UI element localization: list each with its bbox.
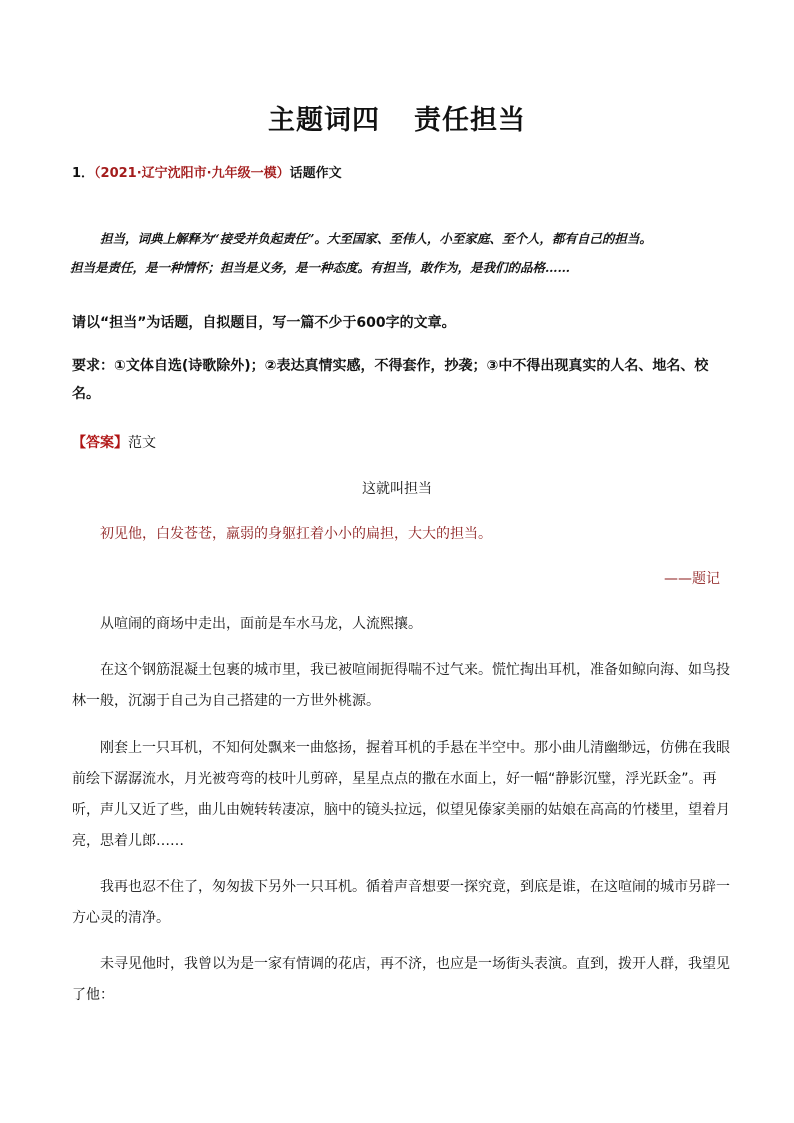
answer-header (72, 432, 156, 452)
essay-prompt (70, 224, 730, 282)
essay-paragraph-2: 在这个钢筋混凝土包裹的城市里，我已被喧闹扼得喘不过气来。慌忙掏出耳机，准备如鲸向海、如鸟投林一般，沉溺于自己为自己搭建的一方世外桃源。 (72, 662, 730, 709)
page-title (0, 98, 794, 137)
essay-paragraph-4: 我再也忍不住了，匆匆拔下另外一只耳机。循着声音想要一探究竟，到底是谁，在这喧闹的城市另辟一方心灵的清净。 (72, 879, 730, 926)
epigraph-signature: ——题记 (664, 571, 720, 587)
essay-paragraph-5: 未寻见他时，我曾以为是一家有情调的花店，再不济，也应是一场街头表演。直到，拨开人群，我望见了他： (72, 956, 730, 1003)
question-number: 1． (72, 166, 95, 181)
answer-label: 范文 (128, 435, 156, 451)
prompt-line-2: 担当是责任，是一种情怀；担当是义务，是一种态度。有担当，敢作为，是我们的品格…… (70, 260, 571, 275)
instruction-text: 请以“担当”为话题，自拟题目，写一篇不少于600字的文章。 (72, 315, 456, 331)
essay-paragraph-1: 从喧闹的商场中走出，面前是车水马龙，人流熙攘。 (100, 616, 422, 632)
answer-tag: 【答案】 (72, 435, 128, 451)
question-source: （2021·辽宁沈阳市·九年级一模） (94, 166, 290, 181)
essay-epigraph: 初见他，白发苍苍，羸弱的身躯扛着小小的扁担，大大的担当。 (100, 526, 492, 542)
prompt-line-1: 担当，词典上解释为“接受并负起责任”。大至国家、至伟人，小至家庭、至个人，都有自己的担当。 (100, 231, 652, 246)
question-header (72, 162, 342, 181)
requirements-text: 要求：①文体自选(诗歌除外)；②表达真情实感，不得套作，抄袭；③中不得出现真实的人名、地名、校名。 (72, 358, 709, 402)
essay-title: 这就叫担当 (362, 481, 432, 497)
essay-paragraph-3: 刚套上一只耳机，不知何处飘来一曲悠扬，握着耳机的手悬在半空中。那小曲儿清幽缈远，仿佛在我眼前绘下潺潺流水，月光被弯弯的枝叶儿剪碎，星星点点的撒在水面上，好一幅“静影沉璧，浮光跃金”。再听，声儿又近了些，曲儿由婉转转凄凉，脑中的镜头拉远，似望见傣家美丽的姑娘在高高的竹楼里，望着月亮，思着儿郎…… (72, 740, 730, 849)
question-type: 话题作文 (289, 166, 342, 181)
title-part-2: 责任担当 (414, 105, 526, 136)
title-part-1: 主题词四 (268, 105, 380, 136)
